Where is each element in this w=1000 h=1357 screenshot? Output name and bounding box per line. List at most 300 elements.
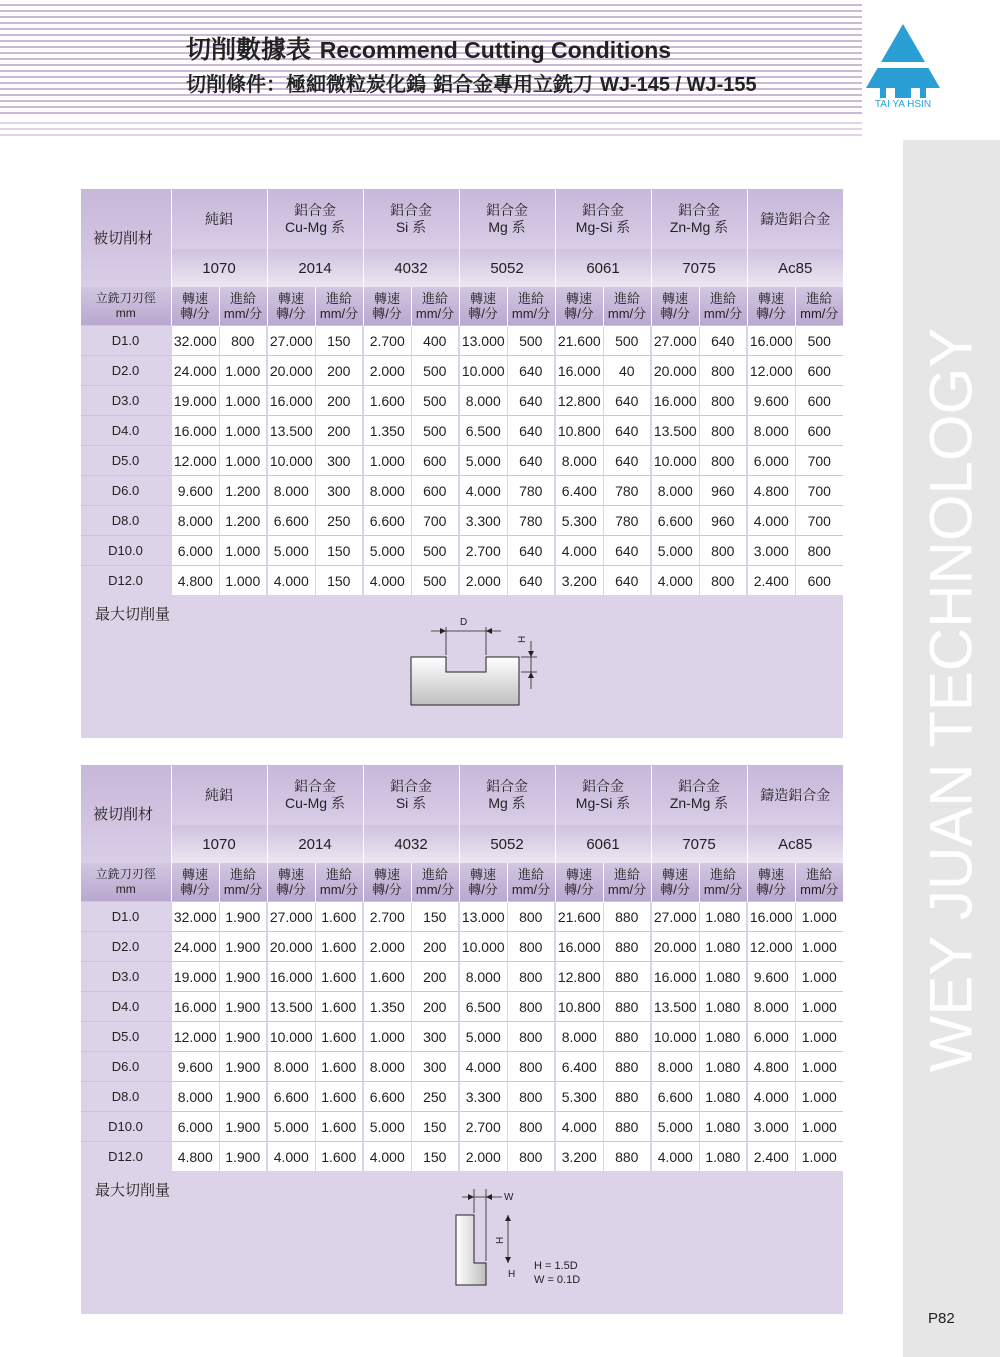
material-name: 鋁合金: [486, 778, 528, 794]
speed-label: 轉速: [469, 867, 496, 882]
feed-label: 進給: [517, 291, 544, 306]
material-code: 1070: [171, 825, 267, 863]
feed-cell: 1.900: [219, 1052, 267, 1082]
feed-cell: 300: [315, 476, 363, 506]
speed-label: 轉速: [662, 291, 689, 306]
table-row: [81, 962, 843, 992]
feed-cell: 1.900: [219, 992, 267, 1022]
feed-cell: 700: [411, 506, 459, 536]
feed-header: [411, 287, 459, 326]
speed-cell: 10.000: [651, 1022, 699, 1052]
feed-cell: 960: [699, 506, 747, 536]
material-code: 7075: [651, 249, 747, 287]
material-name: 鑄造鋁合金: [760, 210, 831, 227]
feed-cell: 150: [315, 326, 363, 356]
feed-cell: 1.000: [795, 1112, 843, 1142]
speed-cell: 4.800: [747, 1052, 795, 1082]
feed-cell: 250: [411, 1082, 459, 1112]
label-w: W: [504, 1192, 514, 1203]
table-row: [81, 386, 843, 416]
speed-cell: 8.000: [747, 416, 795, 446]
table-row: [81, 506, 843, 536]
table-row: [81, 932, 843, 962]
speed-cell: 21.600: [555, 326, 603, 356]
feed-cell: 800: [507, 932, 555, 962]
material-header: [171, 765, 267, 825]
feed-unit: mm/分: [607, 306, 647, 321]
feed-header: [219, 287, 267, 326]
feed-cell: 1.600: [315, 962, 363, 992]
feed-cell: 1.080: [699, 992, 747, 1022]
feed-cell: 1.900: [219, 902, 267, 932]
feed-cell: 200: [411, 992, 459, 1022]
speed-label: 轉速: [373, 867, 400, 882]
speed-cell: 10.800: [555, 416, 603, 446]
feed-cell: 600: [795, 566, 843, 596]
speed-cell: 8.000: [363, 476, 411, 506]
speed-cell: 27.000: [267, 326, 315, 356]
material-label: 被切削材: [81, 765, 171, 863]
note-h: H = 1.5D: [534, 1260, 578, 1272]
feed-cell: 640: [603, 416, 651, 446]
speed-cell: 13.500: [267, 992, 315, 1022]
condition-header-row: [81, 863, 843, 902]
feed-cell: 640: [507, 416, 555, 446]
diameter-cell: D8.0: [81, 1082, 171, 1112]
speed-unit: 轉/分: [468, 306, 498, 321]
speed-cell: 8.000: [459, 962, 507, 992]
cutting-table-2: [81, 765, 843, 1171]
speed-cell: 6.600: [267, 1082, 315, 1112]
feed-header: [315, 287, 363, 326]
feed-label: 進給: [517, 867, 544, 882]
feed-unit: mm/分: [800, 306, 839, 321]
speed-cell: 4.000: [459, 476, 507, 506]
speed-cell: 4.000: [651, 1142, 699, 1172]
max-cut-label: 最大切削量: [95, 605, 171, 623]
label-d: D: [460, 617, 468, 628]
speed-cell: 16.000: [171, 416, 219, 446]
speed-label: 轉速: [565, 291, 592, 306]
diameter-cell: D1.0: [81, 902, 171, 932]
speed-cell: 5.300: [555, 1082, 603, 1112]
feed-cell: 960: [699, 476, 747, 506]
material-code: 1070: [171, 249, 267, 287]
speed-cell: 16.000: [651, 962, 699, 992]
feed-cell: 1.000: [795, 1022, 843, 1052]
feed-cell: 1.000: [795, 992, 843, 1022]
speed-cell: 8.000: [747, 992, 795, 1022]
diameter-cell: D10.0: [81, 536, 171, 566]
table-row: [81, 536, 843, 566]
speed-cell: 19.000: [171, 962, 219, 992]
speed-cell: 16.000: [747, 902, 795, 932]
feed-cell: 640: [603, 386, 651, 416]
diameter-cell: D4.0: [81, 416, 171, 446]
speed-cell: 12.000: [747, 932, 795, 962]
speed-cell: 6.600: [651, 1082, 699, 1112]
speed-cell: 1.000: [363, 1022, 411, 1052]
feed-cell: 640: [507, 356, 555, 386]
feed-unit: mm/分: [319, 882, 359, 897]
feed-cell: 1.080: [699, 1052, 747, 1082]
speed-unit: 轉/分: [756, 882, 786, 897]
speed-cell: 9.600: [747, 386, 795, 416]
speed-header: [459, 287, 507, 326]
feed-cell: 1.080: [699, 932, 747, 962]
speed-cell: 8.000: [459, 386, 507, 416]
speed-unit: 轉/分: [660, 882, 690, 897]
speed-cell: 10.000: [267, 1022, 315, 1052]
cutting-table-2-panel: [81, 765, 843, 1314]
speed-label: 轉速: [181, 867, 208, 882]
speed-cell: 27.000: [651, 902, 699, 932]
feed-cell: 1.000: [219, 386, 267, 416]
feed-header: [411, 863, 459, 902]
feed-cell: 1.080: [699, 902, 747, 932]
speed-label: 轉速: [662, 867, 689, 882]
speed-cell: 6.500: [459, 992, 507, 1022]
speed-cell: 2.700: [459, 1112, 507, 1142]
feed-cell: 1.000: [795, 1082, 843, 1112]
speed-header: [651, 863, 699, 902]
feed-cell: 880: [603, 932, 651, 962]
diameter-cell: D2.0: [81, 356, 171, 386]
feed-cell: 800: [507, 1112, 555, 1142]
speed-cell: 12.800: [555, 962, 603, 992]
feed-unit: mm/分: [511, 882, 551, 897]
speed-cell: 4.800: [171, 566, 219, 596]
feed-cell: 1.000: [795, 902, 843, 932]
diameter-label: 立銑刀刃徑: [95, 867, 156, 881]
feed-cell: 640: [603, 566, 651, 596]
material-series: Si 系: [395, 795, 427, 811]
speed-cell: 20.000: [651, 932, 699, 962]
speed-label: 轉速: [758, 867, 785, 882]
feed-cell: 880: [603, 992, 651, 1022]
feed-cell: 200: [411, 932, 459, 962]
speed-unit: 轉/分: [564, 306, 594, 321]
feed-cell: 150: [411, 902, 459, 932]
speed-cell: 2.700: [459, 536, 507, 566]
speed-cell: 16.000: [267, 386, 315, 416]
table-row: [81, 416, 843, 446]
cutting-table-1-panel: [81, 189, 843, 738]
material-code: 2014: [267, 825, 363, 863]
speed-label: 轉速: [181, 291, 208, 306]
speed-cell: 5.000: [459, 446, 507, 476]
speed-cell: 2.000: [459, 566, 507, 596]
speed-cell: 20.000: [267, 356, 315, 386]
speed-label: 轉速: [469, 291, 496, 306]
speed-cell: 6.600: [363, 1082, 411, 1112]
feed-label: 進給: [806, 867, 833, 882]
speed-label: 轉速: [758, 291, 785, 306]
diameter-cell: D6.0: [81, 1052, 171, 1082]
feed-cell: 1.900: [219, 1022, 267, 1052]
material-header: [171, 189, 267, 249]
speed-cell: 10.000: [459, 932, 507, 962]
page-number: P82: [928, 1310, 955, 1327]
speed-cell: 12.000: [171, 446, 219, 476]
cutting-table-1: [81, 189, 843, 595]
speed-cell: 6.400: [555, 1052, 603, 1082]
speed-cell: 8.000: [555, 1022, 603, 1052]
speed-header: [555, 287, 603, 326]
speed-cell: 6.600: [363, 506, 411, 536]
feed-cell: 1.600: [315, 992, 363, 1022]
speed-cell: 32.000: [171, 902, 219, 932]
speed-cell: 16.000: [171, 992, 219, 1022]
speed-cell: 6.000: [171, 1112, 219, 1142]
feed-cell: 300: [315, 446, 363, 476]
diameter-unit: mm: [115, 306, 136, 320]
speed-cell: 2.000: [363, 356, 411, 386]
feed-cell: 780: [603, 506, 651, 536]
speed-cell: 32.000: [171, 326, 219, 356]
feed-label: 進給: [229, 291, 256, 306]
feed-cell: 640: [603, 536, 651, 566]
model-code: WJ-145 / WJ-155: [599, 74, 757, 96]
speed-cell: 6.400: [555, 476, 603, 506]
table-row: [81, 1142, 843, 1172]
speed-cell: 2.000: [363, 932, 411, 962]
material-header: [267, 765, 363, 825]
material-header-row: [81, 189, 843, 249]
material-name: 鋁合金: [294, 202, 336, 218]
speed-cell: 1.600: [363, 962, 411, 992]
material-header: [651, 189, 747, 249]
feed-cell: 1.900: [219, 1112, 267, 1142]
speed-cell: 16.000: [555, 932, 603, 962]
speed-cell: 10.000: [459, 356, 507, 386]
table-row: [81, 446, 843, 476]
feed-cell: 780: [507, 506, 555, 536]
speed-cell: 8.000: [651, 476, 699, 506]
feed-cell: 800: [507, 1022, 555, 1052]
speed-cell: 8.000: [555, 446, 603, 476]
feed-cell: 200: [315, 416, 363, 446]
feed-cell: 700: [795, 446, 843, 476]
speed-cell: 20.000: [267, 932, 315, 962]
speed-cell: 9.600: [171, 1052, 219, 1082]
page-title: [186, 30, 671, 66]
speed-header: [555, 863, 603, 902]
table-row: [81, 992, 843, 1022]
label-h: H: [517, 635, 528, 643]
material-name: 鋁合金: [390, 778, 432, 794]
feed-cell: 700: [795, 506, 843, 536]
feed-cell: 880: [603, 1022, 651, 1052]
material-code: 4032: [363, 249, 459, 287]
speed-cell: 3.200: [555, 1142, 603, 1172]
speed-cell: 21.600: [555, 902, 603, 932]
material-series: Cu-Mg 系: [285, 219, 345, 235]
speed-unit: 轉/分: [180, 306, 210, 321]
feed-cell: 1.600: [315, 1052, 363, 1082]
header-stripes-fade: [0, 118, 862, 140]
speed-cell: 5.000: [363, 1112, 411, 1142]
speed-header: [363, 863, 411, 902]
feed-cell: 800: [507, 992, 555, 1022]
feed-cell: 640: [507, 446, 555, 476]
feed-cell: 880: [603, 1112, 651, 1142]
speed-cell: 6.000: [171, 536, 219, 566]
speed-cell: 4.800: [171, 1142, 219, 1172]
speed-cell: 2.700: [363, 326, 411, 356]
feed-cell: 500: [603, 326, 651, 356]
material-name: 鋁合金: [678, 778, 721, 794]
feed-cell: 1.900: [219, 962, 267, 992]
feed-label: 進給: [325, 867, 352, 882]
material-code: 4032: [363, 825, 459, 863]
speed-cell: 4.000: [555, 1112, 603, 1142]
feed-label: 進給: [806, 291, 833, 306]
feed-cell: 600: [411, 476, 459, 506]
speed-cell: 24.000: [171, 356, 219, 386]
feed-cell: 1.600: [315, 1022, 363, 1052]
material-header: [267, 189, 363, 249]
feed-cell: 780: [507, 476, 555, 506]
speed-cell: 4.000: [363, 566, 411, 596]
speed-header: [267, 287, 315, 326]
speed-unit: 轉/分: [564, 882, 594, 897]
feed-unit: mm/分: [511, 306, 551, 321]
feed-label: 進給: [421, 867, 448, 882]
material-series: Mg 系: [488, 795, 526, 811]
feed-cell: 1.080: [699, 962, 747, 992]
table-row: [81, 1082, 843, 1112]
feed-unit: mm/分: [607, 882, 647, 897]
speed-cell: 3.000: [747, 1112, 795, 1142]
material-code: 2014: [267, 249, 363, 287]
feed-cell: 1.900: [219, 1142, 267, 1172]
material-series: Mg 系: [488, 219, 526, 235]
feed-cell: 200: [315, 386, 363, 416]
material-name: 鋁合金: [582, 202, 624, 218]
table-row: [81, 326, 843, 356]
table-row: [81, 476, 843, 506]
material-series: Mg-Si 系: [575, 219, 631, 235]
feed-label: 進給: [229, 867, 256, 882]
feed-cell: 300: [411, 1052, 459, 1082]
material-name: 鋁合金: [486, 202, 528, 218]
speed-cell: 2.700: [363, 902, 411, 932]
speed-cell: 20.000: [651, 356, 699, 386]
speed-label: 轉速: [277, 867, 304, 882]
speed-header: [747, 863, 795, 902]
feed-cell: 640: [507, 386, 555, 416]
material-label: 被切削材: [81, 189, 171, 287]
speed-cell: 13.000: [459, 902, 507, 932]
feed-unit: mm/分: [415, 306, 455, 321]
feed-cell: 800: [699, 536, 747, 566]
feed-label: 進給: [710, 867, 737, 882]
speed-unit: 轉/分: [660, 306, 690, 321]
feed-header: [507, 863, 555, 902]
feed-cell: 1.000: [219, 416, 267, 446]
speed-cell: 8.000: [651, 1052, 699, 1082]
diameter-cell: D5.0: [81, 446, 171, 476]
speed-header: [747, 287, 795, 326]
material-code: Ac85: [747, 825, 843, 863]
speed-cell: 9.600: [747, 962, 795, 992]
feed-cell: 1.080: [699, 1112, 747, 1142]
speed-cell: 13.500: [651, 416, 699, 446]
feed-cell: 1.900: [219, 1082, 267, 1112]
feed-cell: 1.600: [315, 1142, 363, 1172]
material-code: 6061: [555, 249, 651, 287]
feed-cell: 640: [507, 536, 555, 566]
speed-cell: 1.350: [363, 992, 411, 1022]
feed-cell: 500: [411, 386, 459, 416]
speed-header: [459, 863, 507, 902]
feed-cell: 1.080: [699, 1022, 747, 1052]
material-series: Zn-Mg 系: [669, 795, 729, 811]
feed-cell: 1.000: [219, 356, 267, 386]
feed-cell: 500: [795, 326, 843, 356]
material-code: 5052: [459, 249, 555, 287]
speed-cell: 12.000: [747, 356, 795, 386]
speed-cell: 5.000: [363, 536, 411, 566]
condition-header-row: [81, 287, 843, 326]
speed-unit: 轉/分: [276, 882, 306, 897]
feed-cell: 200: [411, 962, 459, 992]
diameter-cell: D4.0: [81, 992, 171, 1022]
side-brand-text: WEY JUAN TECHNOLOGY: [917, 327, 985, 1073]
feed-header: [315, 863, 363, 902]
max-cut-label: 最大切削量: [95, 1181, 171, 1199]
feed-cell: 200: [315, 356, 363, 386]
note-w: W = 0.1D: [534, 1274, 581, 1286]
speed-cell: 4.800: [747, 476, 795, 506]
speed-label: 轉速: [277, 291, 304, 306]
diameter-cell: D12.0: [81, 566, 171, 596]
feed-cell: 800: [507, 962, 555, 992]
diameter-cell: D5.0: [81, 1022, 171, 1052]
speed-header: [363, 287, 411, 326]
title-cn: 切削數據表: [186, 35, 312, 64]
speed-unit: 轉/分: [372, 882, 402, 897]
feed-header: [219, 863, 267, 902]
speed-cell: 3.000: [747, 536, 795, 566]
feed-cell: 1.000: [795, 932, 843, 962]
table-row: [81, 902, 843, 932]
speed-cell: 6.600: [651, 506, 699, 536]
material-name: 純鋁: [205, 210, 233, 227]
material-header: [747, 189, 843, 249]
feed-cell: 600: [795, 356, 843, 386]
title-en: Recommend Cutting Conditions: [319, 37, 672, 63]
material-name: 鋁合金: [678, 202, 721, 218]
feed-cell: 880: [603, 1052, 651, 1082]
feed-cell: 600: [411, 446, 459, 476]
speed-cell: 16.000: [555, 356, 603, 386]
speed-cell: 1.600: [363, 386, 411, 416]
speed-cell: 4.000: [651, 566, 699, 596]
feed-cell: 800: [507, 902, 555, 932]
speed-cell: 10.000: [651, 446, 699, 476]
speed-cell: 4.000: [747, 1082, 795, 1112]
feed-cell: 500: [411, 536, 459, 566]
material-name: 鋁合金: [294, 778, 336, 794]
diameter-cell: D6.0: [81, 476, 171, 506]
diameter-cell: D10.0: [81, 1112, 171, 1142]
material-series: Si 系: [395, 219, 427, 235]
feed-unit: mm/分: [703, 882, 743, 897]
speed-cell: 16.000: [651, 386, 699, 416]
speed-cell: 6.000: [747, 446, 795, 476]
